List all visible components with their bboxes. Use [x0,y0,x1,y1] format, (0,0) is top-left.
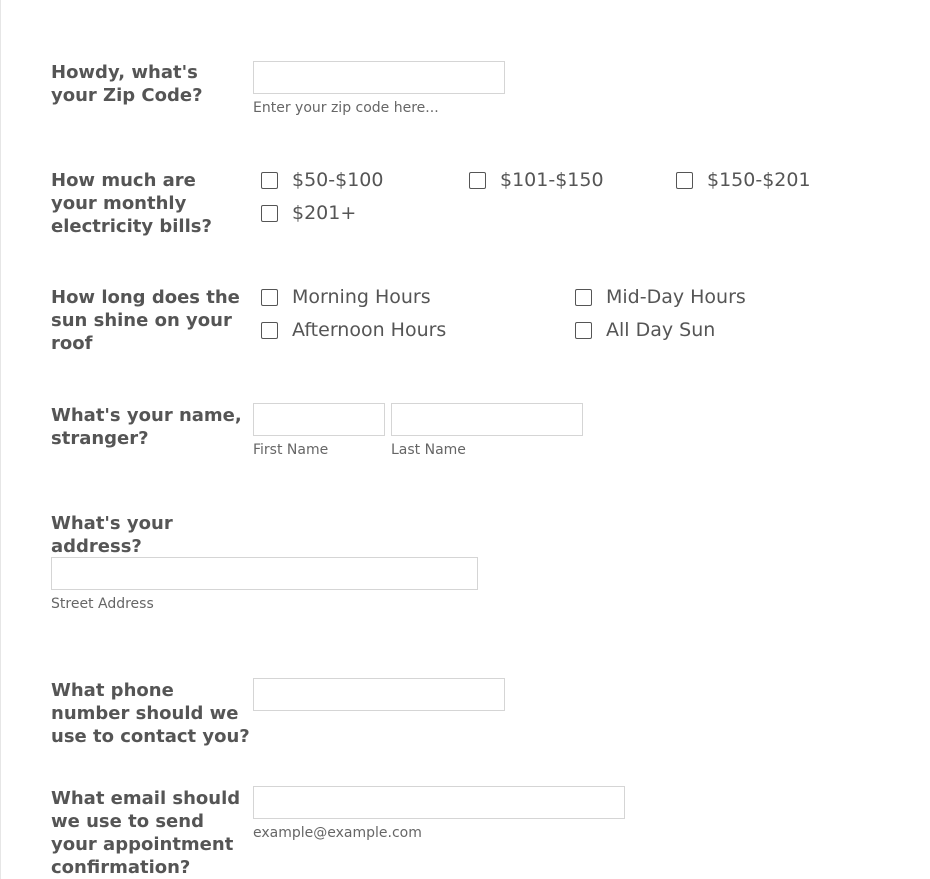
sun-option-morning[interactable] [261,285,431,309]
bill-option-label: $101-$150 [500,169,604,191]
bill-option-101-150[interactable] [469,168,604,192]
page-edge-divider [0,0,1,879]
sun-option-label: Afternoon Hours [292,319,447,341]
bill-option-label: $150-$201 [707,169,811,191]
last-name-label: Last Name [391,442,466,458]
sun-question: How long does the sun shine on your roof [51,287,240,354]
email-question: What email should we use to send your appointment confirmation? [51,788,241,878]
name-question: What's your name, stranger? [51,405,242,449]
email-hint: example@example.com [253,825,422,841]
email-input[interactable] [253,786,625,819]
bill-option-201-plus[interactable] [261,201,356,225]
sun-option-midday[interactable] [575,285,746,309]
checkbox[interactable] [676,172,693,189]
phone-input[interactable] [253,678,505,711]
sun-option-label: Mid-Day Hours [606,286,746,308]
sun-option-label: All Day Sun [606,319,716,341]
street-address-input[interactable] [51,557,478,590]
bills-question: How much are your monthly electricity bills? [51,170,212,237]
zip-hint: Enter your zip code here... [253,100,439,116]
street-address-label: Street Address [51,596,154,612]
checkbox[interactable] [469,172,486,189]
first-name-input[interactable] [253,403,385,436]
checkbox[interactable] [261,205,278,222]
last-name-input[interactable] [391,403,583,436]
checkbox[interactable] [261,289,278,306]
sun-option-label: Morning Hours [292,286,431,308]
phone-question: What phone number should we use to contact you? [51,680,250,747]
bill-option-50-100[interactable] [261,168,383,192]
zip-question: Howdy, what's your Zip Code? [51,62,203,106]
sun-option-all-day[interactable] [575,318,715,342]
address-question: What's your address? [51,513,173,557]
sun-option-afternoon[interactable] [261,318,446,342]
first-name-label: First Name [253,442,329,458]
checkbox[interactable] [575,322,592,339]
checkbox[interactable] [261,322,278,339]
bill-option-label: $201+ [292,202,357,224]
checkbox[interactable] [261,172,278,189]
bill-option-150-201[interactable] [676,168,811,192]
zip-input[interactable] [253,61,505,94]
checkbox[interactable] [575,289,592,306]
bill-option-label: $50-$100 [292,169,384,191]
